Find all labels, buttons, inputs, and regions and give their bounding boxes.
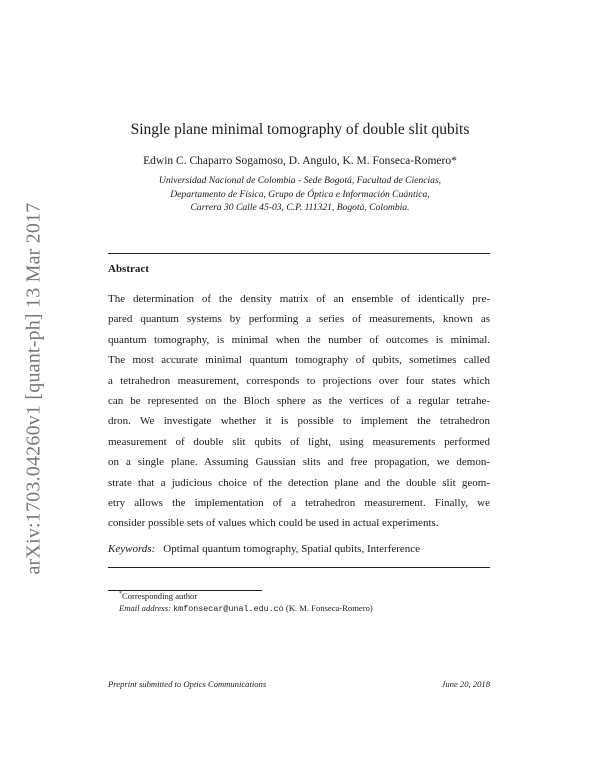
arxiv-identifier-text: arXiv:1703.04260v1 [quant-ph] 13 Mar 2017	[22, 201, 45, 575]
abstract-line: can be represented on the Bloch sphere as the vertices of a regular tetrahe-	[108, 394, 490, 407]
abstract-line: dron. We investigate whether it is possible to implement the tetrahedron	[108, 415, 490, 428]
abstract-line: The determination of the density matrix of an ensemble of identically pre-	[108, 293, 490, 305]
abstract-top-rule	[108, 253, 490, 254]
footnote-marker: *	[119, 591, 122, 598]
keywords	[108, 543, 420, 555]
abstract-line: pared quantum systems by performing a series of measurements, known as	[108, 313, 490, 326]
abstract-line: on a single plane. Assuming Gaussian slits and free propagation, we demon-	[108, 456, 490, 469]
abstract-body	[108, 289, 490, 534]
email-link[interactable]: kmfonsecar@unal.edu.co	[173, 604, 284, 614]
affiliation-line-1: Universidad Nacional de Colombia - Sede Bogotá, Facultad de Ciencias,	[158, 175, 442, 186]
footnote-email	[119, 603, 373, 614]
keywords-text: Optimal quantum tomography, Spatial qubits, Interference	[163, 543, 421, 555]
abstract-line: quantum tomography, is minimal when the number of outcomes is minimal.	[108, 333, 490, 346]
abstract-line: strate that a judicious choice of the detection plane and the double slit geom-	[108, 476, 490, 489]
author-list: Edwin C. Chaparro Sogamoso, D. Angulo, K. M. Fonseca-Romero*	[143, 155, 457, 167]
abstract-line: a tetrahedron measurement, corresponds to projections over four states which	[108, 374, 490, 387]
affiliation-line-3: Carrera 30 Calle 45-03, C.P. 111321, Bogotá, Colombia.	[190, 202, 410, 213]
preprint-note: Preprint submitted to Optics Communications	[108, 679, 267, 689]
keywords-label: Keywords:	[108, 543, 156, 555]
footnote-corresponding	[119, 591, 197, 601]
arxiv-identifier	[6, 0, 62, 776]
email-label: Email address:	[119, 603, 171, 613]
abstract-line: measurement of double slit qubits of light, using measurements performed	[108, 435, 490, 448]
abstract-line: consider possible sets of values which could be used in actual experiments.	[108, 517, 439, 530]
footnote-corresponding-text: Corresponding author	[122, 591, 198, 601]
abstract-line: etry allows the implementation of a tetrahedron measurement. Finally, we	[108, 496, 490, 509]
abstract-heading: Abstract	[108, 263, 149, 275]
email-owner: (K. M. Fonseca-Romero)	[285, 603, 373, 613]
paper-title: Single plane minimal tomography of double slit qubits	[130, 121, 470, 138]
preprint-date: June 20, 2018	[441, 679, 490, 689]
abstract-line: The most accurate minimal quantum tomography of qubits, sometimes called	[108, 354, 490, 367]
affiliation-line-2: Departamento de Física, Grupo de Óptica e Información Cuántica,	[170, 189, 430, 200]
abstract-bottom-rule	[108, 567, 490, 568]
